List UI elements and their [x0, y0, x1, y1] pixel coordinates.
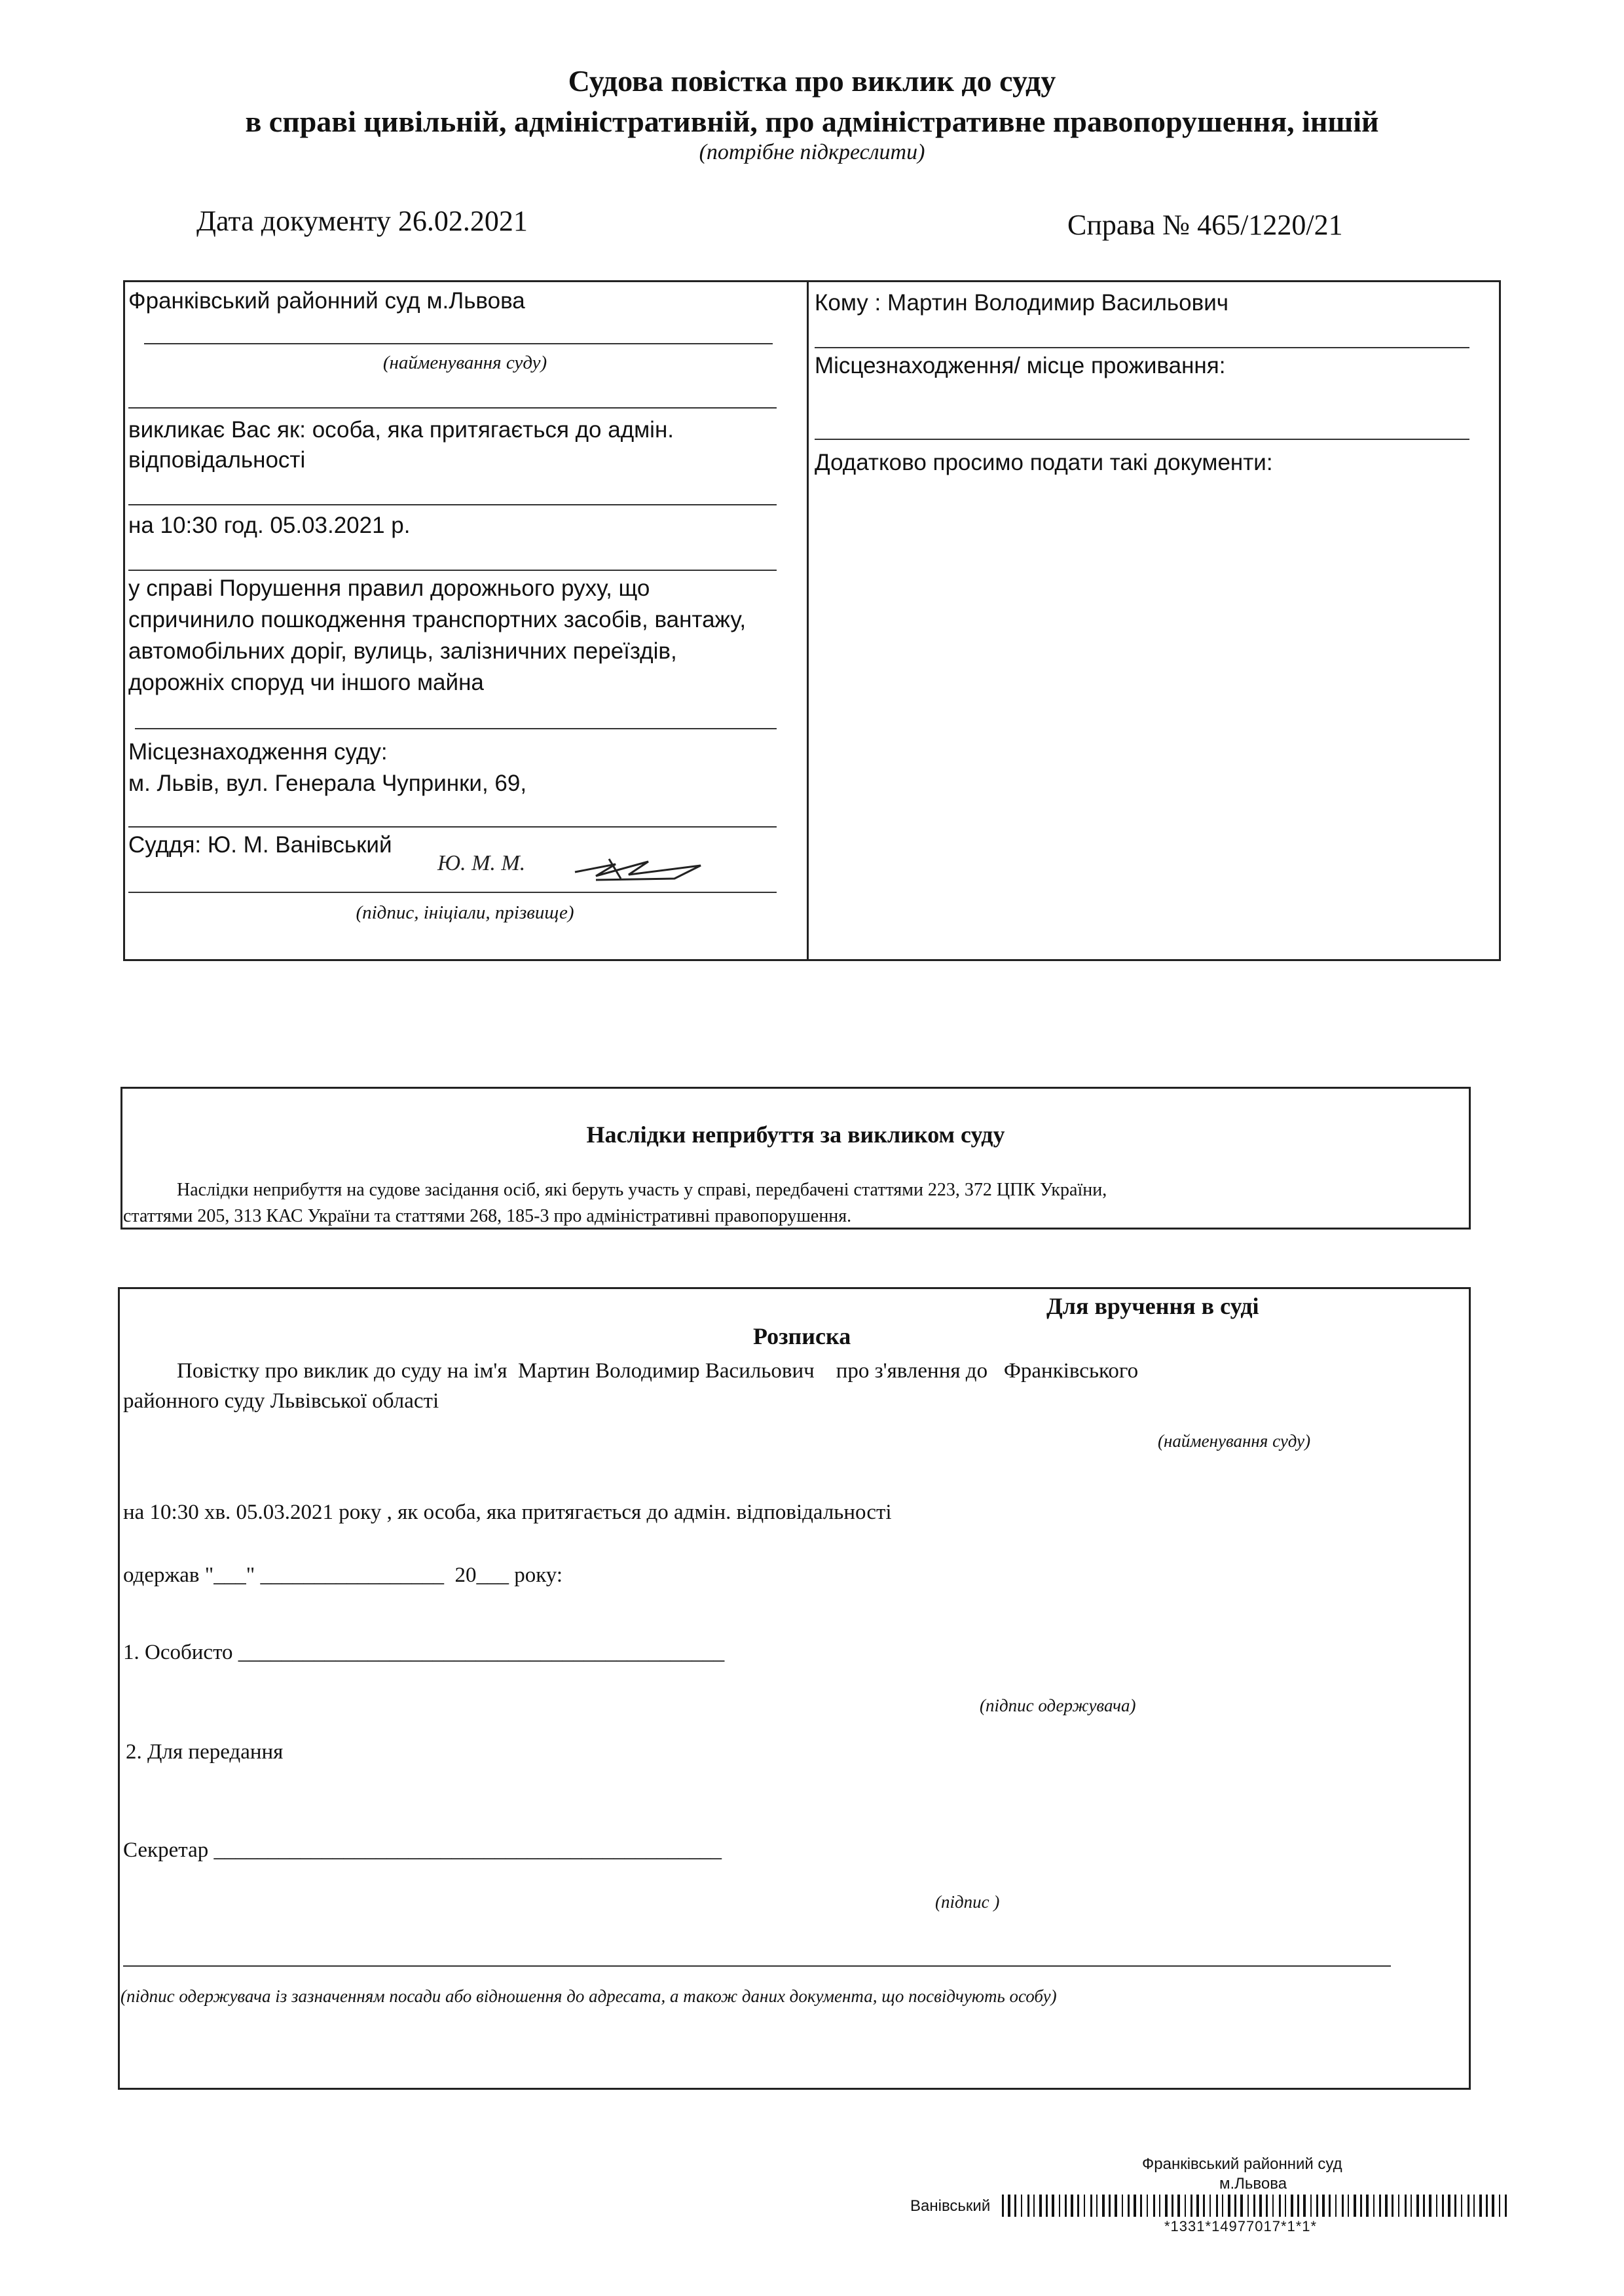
barcode-bar [1240, 2195, 1243, 2217]
documents-label: Додатково просимо подати такі документи: [815, 450, 1273, 475]
barcode-bar [1392, 2195, 1393, 2217]
barcode-bar [1486, 2195, 1488, 2217]
document-subtitle: в справі цивільній, адміністративній, про адміністративне правопорушення, іншій [245, 105, 1379, 138]
barcode-bar [1499, 2195, 1500, 2217]
divider-line [128, 504, 777, 505]
barcode-bar [1473, 2195, 1475, 2217]
barcode-bar [1253, 2195, 1255, 2217]
hearing-time: на 10:30 год. 05.03.2021 р. [128, 513, 411, 538]
barcode-bar [1342, 2195, 1344, 2217]
secretary-signature-caption: (підпис ) [935, 1892, 1000, 1912]
table-divider [807, 280, 809, 961]
barcode-bar [1128, 2195, 1130, 2217]
footer-court-line1: Франківський районний суд [1142, 2155, 1342, 2173]
recipient-signature-caption: (підпис одержувача) [980, 1696, 1136, 1715]
barcode-bar [1203, 2195, 1205, 2217]
barcode-bar [1002, 2195, 1004, 2217]
barcode-bar [1046, 2195, 1048, 2217]
barcode-bar [1172, 2195, 1173, 2217]
barcode-bar [1190, 2195, 1192, 2217]
divider-line [128, 826, 777, 828]
called-as-line1: викликає Вас як: особа, яка притягається до адмін. [128, 417, 674, 443]
barcode-bar [1479, 2195, 1482, 2217]
barcode-bar [1429, 2195, 1431, 2217]
barcode-bar [1008, 2195, 1010, 2217]
barcode-bar [1033, 2195, 1035, 2217]
document-title: Судова повістка про виклик до суду [568, 64, 1056, 98]
for-transfer-label: 2. Для передання [126, 1740, 284, 1764]
secretary-line: Секретар _______________________________________________ [123, 1838, 722, 1862]
barcode-bar [1285, 2195, 1286, 2217]
consequences-text-line2: статтями 205, 313 КАС України та статтями 268, 185-3 про адміністративні правопорушення. [123, 1206, 852, 1226]
case-number: Справа № 465/1220/21 [1067, 209, 1343, 241]
court-location-label: Місцезнаходження суду: [128, 739, 388, 765]
barcode-bar [1159, 2195, 1160, 2217]
recipient-line [815, 347, 1469, 348]
barcode-bar [1335, 2195, 1337, 2217]
barcode-prefix: Ванівський [910, 2197, 991, 2215]
court-name-line [144, 343, 773, 344]
barcode-bar [1021, 2195, 1022, 2217]
barcode-bar [1461, 2195, 1462, 2217]
barcode-bar [1272, 2195, 1274, 2217]
barcode-bar [1196, 2195, 1199, 2217]
barcode-bar [1322, 2195, 1325, 2217]
address-line [815, 439, 1469, 440]
judge-name: Суддя: Ю. М. Ванівський [128, 832, 392, 858]
recipient-details-line [123, 1965, 1391, 1967]
barcode-bar [1234, 2195, 1236, 2217]
receipt-line2: районного суду Львівської області [123, 1389, 439, 1413]
footer-court-line2: м.Львова [1219, 2175, 1287, 2193]
barcode-bar [1291, 2195, 1293, 2217]
barcode-bar [1247, 2195, 1249, 2217]
barcode-bar [1266, 2195, 1268, 2217]
barcode-bar [1354, 2195, 1356, 2217]
barcode-bar [1014, 2195, 1016, 2217]
barcode-bar [1134, 2195, 1136, 2217]
barcode-bar [1454, 2195, 1456, 2217]
divider-line [128, 570, 777, 571]
recipient-details-caption: (підпис одержувача із зазначенням посади або відношення до адресата, а також даних документа, що посвідчують особу) [120, 1986, 1057, 2006]
consequences-text-line1: Наслідки неприбуття на судове засідання осіб, які беруть участь у справі, передбачені статтями 223, 372 ЦПК України, [177, 1180, 1107, 1200]
for-court-label: Для вручення в суді [1046, 1293, 1259, 1319]
consequences-title: Наслідки неприбуття за викликом суду [586, 1121, 1005, 1148]
recipient: Кому : Мартин Володимир Васильович [815, 290, 1229, 316]
barcode-bar [1279, 2195, 1281, 2217]
judge-initials-handwritten: Ю. М. М. [437, 851, 526, 875]
barcode-bar [1084, 2195, 1085, 2217]
barcode-bar [1373, 2195, 1375, 2217]
barcode-bar [1348, 2195, 1349, 2217]
barcode-bar [1379, 2195, 1381, 2217]
barcode-bar [1077, 2195, 1079, 2217]
barcode-bar [1436, 2195, 1437, 2217]
barcode-bar [1115, 2195, 1117, 2217]
court-name: Франківський районний суд м.Львова [128, 288, 525, 314]
barcode-bar [1177, 2195, 1180, 2217]
barcode-bar [1216, 2195, 1218, 2217]
barcode-bar [1423, 2195, 1425, 2217]
barcode-bar [1329, 2195, 1331, 2217]
divider-line [128, 407, 777, 409]
document-date: Дата документу 26.02.2021 [196, 205, 528, 237]
personally-line: 1. Особисто _____________________________________________ [123, 1641, 725, 1664]
receipt-court-caption: (найменування суду) [1158, 1431, 1311, 1451]
barcode-bar [1039, 2195, 1042, 2217]
barcode-bar [1027, 2195, 1029, 2217]
barcode-bar [1366, 2195, 1369, 2217]
barcode-bar [1153, 2195, 1155, 2217]
barcode-bar [1303, 2195, 1306, 2217]
barcode-number: *1331*14977017*1*1* [1164, 2218, 1318, 2234]
barcode-bar [1228, 2195, 1230, 2217]
barcode-bar [1467, 2195, 1469, 2217]
barcode-bar [1448, 2195, 1450, 2217]
barcode-bar [1398, 2195, 1399, 2217]
barcode-bar [1165, 2195, 1168, 2217]
signature-line [128, 892, 777, 893]
barcode-bar [1385, 2195, 1388, 2217]
barcode-bar [1109, 2195, 1111, 2217]
case-line2: спричинило пошкодження транспортних засобів, вантажу, [128, 607, 747, 632]
case-line1: у справі Порушення правил дорожнього руху, що [128, 575, 650, 601]
judge-signature-icon [570, 845, 714, 890]
called-as-line2: відповідальності [128, 447, 306, 473]
divider-line [135, 728, 777, 729]
court-name-caption: (найменування суду) [382, 352, 547, 373]
barcode-bar [1122, 2195, 1123, 2217]
barcode-bar [1442, 2195, 1444, 2217]
barcode-bar [1096, 2195, 1098, 2217]
barcode-bar [1492, 2195, 1494, 2217]
address-label: Місцезнаходження/ місце проживання: [815, 353, 1226, 378]
signature-caption: (підпис, ініціали, прізвище) [356, 902, 574, 923]
barcode-bar [1405, 2195, 1407, 2217]
barcode-bar [1209, 2195, 1211, 2217]
receipt-title: Розписка [753, 1323, 851, 1349]
barcode-bar [1316, 2195, 1318, 2217]
barcode-bar [1071, 2195, 1073, 2217]
receipt-line1: Повістку про виклик до суду на ім'я Мартин Володимир Васильович про з'явлення до Франківського [177, 1359, 1139, 1383]
barcode-bar [1059, 2195, 1060, 2217]
receipt-time-line: на 10:30 хв. 05.03.2021 року , як особа, яка притягається до адмін. відповідальності [123, 1501, 892, 1524]
barcode-bar [1090, 2195, 1092, 2217]
barcode-bar [1185, 2195, 1186, 2217]
barcode-bar [1065, 2195, 1067, 2217]
barcode-bar [1102, 2195, 1105, 2217]
title-note: (потрібне підкреслити) [699, 140, 925, 164]
case-line4: дорожніх споруд чи іншого майна [128, 670, 484, 695]
barcode-bar [1259, 2195, 1262, 2217]
court-location-value: м. Львів, вул. Генерала Чупринки, 69, [128, 771, 527, 796]
barcode-bar [1416, 2195, 1419, 2217]
barcode-bar [1147, 2195, 1148, 2217]
barcode-bar [1297, 2195, 1299, 2217]
barcode-bar [1222, 2195, 1223, 2217]
barcode-bar [1360, 2195, 1362, 2217]
barcode-bar [1310, 2195, 1312, 2217]
barcode [1002, 2195, 1513, 2217]
barcode-bar [1411, 2195, 1412, 2217]
received-line: одержав "___" _________________ 20___ року: [123, 1563, 563, 1587]
barcode-bar [1505, 2195, 1507, 2217]
barcode-bar [1052, 2195, 1054, 2217]
barcode-bar [1140, 2195, 1142, 2217]
case-line3: автомобільних доріг, вулиць, залізничних переїздів, [128, 638, 677, 664]
